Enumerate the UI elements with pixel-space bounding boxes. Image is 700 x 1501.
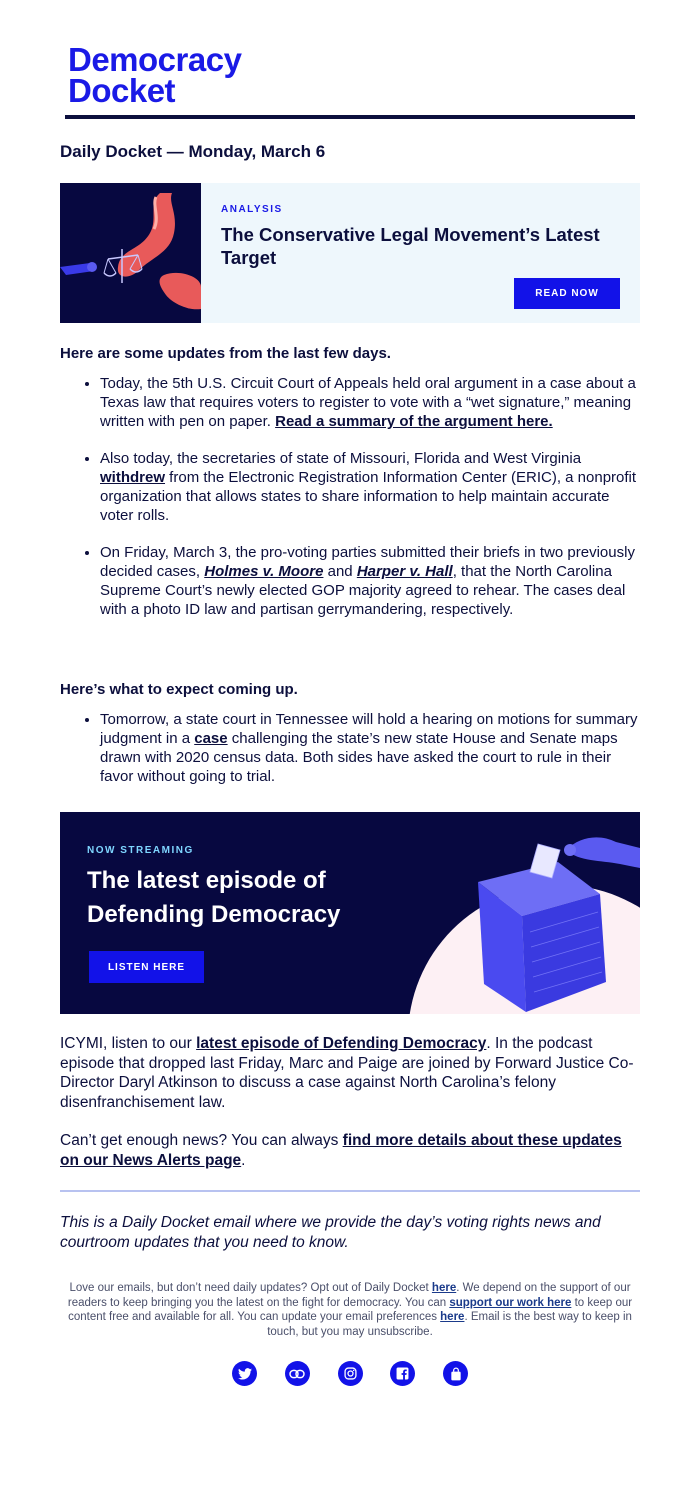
list-item-text: , that the North Carolina Supreme Court’s newly elected GOP majority agreed to rehear. The cases deal with a photo ID law and partisan gerrymandering, respectively. [100,563,626,618]
list-item-text: Also today, the secretaries of state of Missouri, Florida and West Virginia [100,450,582,467]
brand-logo[interactable] [68,41,242,109]
facebook-icon[interactable] [390,1361,415,1386]
latest-episode-link[interactable]: latest episode of Defending Democracy [196,1035,487,1052]
analysis-kicker: ANALYSIS [221,204,283,215]
harper-v-hall-link[interactable]: Harper v. Hall [356,563,453,580]
analysis-banner[interactable] [60,183,640,323]
podcast-kicker: NOW STREAMING [87,845,194,856]
icymi-paragraph [60,1034,640,1112]
footer-segment: . Email is the best way to keep in touch, but you may unsubscribe. [267,1311,632,1338]
paragraph-text: . [241,1151,246,1169]
section-divider [60,1190,640,1192]
news-alerts-paragraph [60,1131,640,1170]
footer-text [62,1281,638,1339]
list-item-text: On Friday, March 3, the pro-voting parties submitted their briefs in two previously decided cases, [100,544,635,580]
footer-segment: Love our emails, but don’t need daily updates? Opt out of Daily Docket [69,1282,432,1294]
support-link[interactable]: support our work here [449,1296,572,1309]
issue-date-heading: Daily Docket — Monday, March 6 [60,142,326,161]
list-item-text: challenging the state’s new state House and Senate maps drawn with 2020 census data. Both sides have asked the court to rule in their favor without going to trial. [100,730,618,785]
argument-summary-link[interactable]: Read a summary of the argument here. [275,413,553,430]
email-preferences-link[interactable]: here [440,1311,465,1323]
list-item-text: and [323,563,357,580]
brand-logo-line2: Docket [68,72,176,109]
header-rule [65,115,635,119]
list-item-text: Today, the 5th U.S. Circuit Court of Appeals held oral argument in a case about a Texas law that requires voters to register to vote with a “wet signature,” meaning written with pen on paper. [100,375,636,430]
shop-bag-icon[interactable] [443,1361,468,1386]
podcast-title[interactable]: The latest episode of Defending Democracy [87,867,341,928]
twitter-icon[interactable] [232,1361,257,1386]
list-item [100,374,640,431]
list-item [100,449,640,525]
list-item [100,710,640,786]
upcoming-heading: Here’s what to expect coming up. [60,681,298,698]
paragraph-text: Can’t get enough news? You can always [60,1132,343,1149]
paragraph-text: ICYMI, listen to our [60,1035,197,1052]
upcoming-list [60,710,640,804]
brand-logo-line1: Democracy [68,41,242,78]
footer-segment: . We depend on the support of our readers to keep bringing you the latest on the fight for democracy. You can [67,1282,631,1309]
list-item-text: Tomorrow, a state court in Tennessee will hold a hearing on motions for summary judgment in a [100,711,638,747]
opt-out-link[interactable]: here [431,1282,457,1294]
analysis-illustration [60,183,201,323]
list-item-text: from the Electronic Registration Information Center (ERIC), a nonprofit organization that allows states to share information to help maintain accurate voter rolls. [100,469,637,524]
analysis-title[interactable]: The Conservative Legal Movement’s Latest Target [221,224,600,268]
link-icon[interactable] [285,1361,310,1386]
case-link[interactable]: case [194,730,228,747]
withdrew-link[interactable]: withdrew [100,469,166,486]
read-now-button[interactable]: READ NOW [514,278,620,309]
social-links [232,1361,468,1387]
footer-segment: to keep our content free and available for all. You can update your email preferences [68,1296,633,1323]
list-item [100,543,640,619]
listen-here-button[interactable]: LISTEN HERE [89,951,204,983]
daily-docket-note: This is a Daily Docket email where we provide the day’s voting rights news and courtroom updates that you need to know. [60,1214,601,1251]
paragraph-text: . In the podcast episode that dropped last Friday, Marc and Paige are joined by Forward Justice Co-Director Daryl Atkinson to discuss a case against North Carolina’s felony disenfranchisement law. [60,1035,634,1111]
updates-heading: Here are some updates from the last few days. [60,345,391,362]
podcast-banner[interactable] [60,812,640,1014]
updates-list [60,374,640,637]
news-alerts-link[interactable]: find more details about these updates on our News Alerts page [60,1132,622,1169]
instagram-icon[interactable] [338,1361,363,1386]
holmes-v-moore-link[interactable]: Holmes v. Moore [204,563,324,580]
